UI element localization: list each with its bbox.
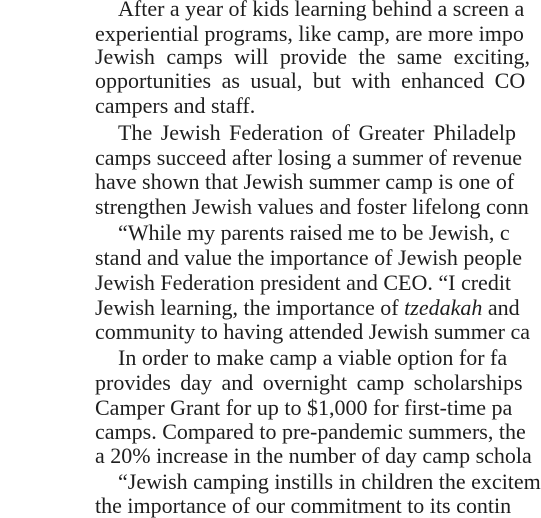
tzedakah-italic: tzedakah (404, 295, 483, 320)
text-line-6: The Jewish Federation of Greater Philadelp (118, 120, 517, 145)
text-line-1: After a year of kids learning behind a screen a (118, 0, 525, 21)
text-line-13-end: and (482, 295, 520, 320)
text-line-20: “Jewish camping instills in children the excitem (118, 469, 541, 494)
text-line-13 (95, 296, 520, 320)
text-line-8: have shown that Jewish summer camp is one of (95, 169, 515, 194)
text-line-18: camps. Compared to pre-pandemic summers, the (95, 419, 526, 444)
text-line-3: Jewish camps will provide the same exciting, (95, 44, 530, 69)
text-line-2: experiential programs, like camp, are more impo (95, 21, 524, 46)
text-line-4: opportunities as usual, but with enhanced CO (95, 68, 526, 93)
text-line-14: community to having attended Jewish summer ca (95, 319, 531, 344)
text-line-17: Camper Grant for up to $1,000 for first-time pa (95, 395, 513, 420)
text-line-13-start: Jewish learning, the importance of (95, 295, 405, 320)
text-line-19: a 20% increase in the number of day camp schola (95, 443, 532, 468)
text-line-5: campers and staff. (95, 93, 256, 118)
text-line-10: “While my parents raised me to be Jewish, c (118, 220, 510, 245)
text-line-12: Jewish Federation president and CEO. “I credit (95, 270, 512, 295)
text-line-9: strengthen Jewish values and foster lifelong conn (95, 194, 529, 219)
text-line-15: In order to make camp a viable option for fa (118, 345, 508, 370)
text-line-11: stand and value the importance of Jewish people (95, 245, 523, 270)
text-line-16: provides day and overnight camp scholarships (95, 370, 523, 395)
text-line-21: the importance of our commitment to its contin (95, 493, 512, 518)
text-line-7: camps succeed after losing a summer of revenue (95, 145, 522, 170)
